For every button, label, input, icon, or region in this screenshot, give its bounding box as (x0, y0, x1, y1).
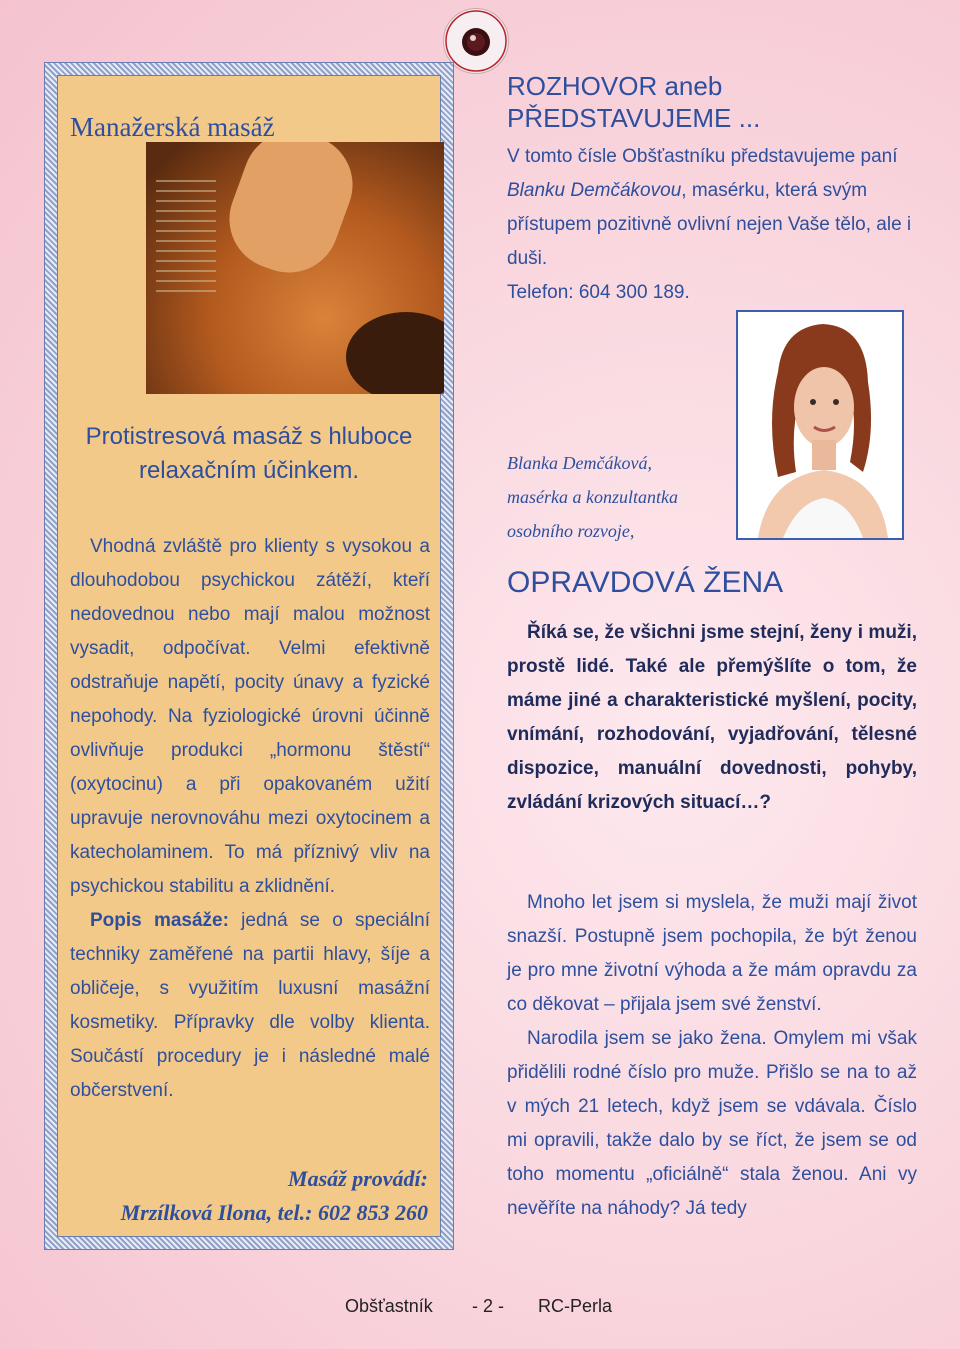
footer-org: RC-Perla (538, 1296, 613, 1316)
massage-info-box (44, 62, 454, 1250)
massage-subtitle: Protistresová masáž s hluboce relaxačním účinkem. (85, 423, 413, 484)
article-heading: OPRAVDOVÁ ŽENA (507, 566, 784, 599)
phone: Telefon: 604 300 189. (507, 282, 690, 303)
page-number: - 2 - (472, 1296, 505, 1316)
massage-paragraph: Vhodná zvláště pro klienty s vysokou a dlouhodobou psychickou zátěží, kteří nedovednou nebo mají malou možnost vysadit, odpočívat. Velmi efektivně odstraňuje napětí, pocity únavy a fyzické nepohody. Na fyziologické úrovni účinně ovlivňuje produkci „hormonu štěstí“ (oxytocinu) a při opakovaném užití upravuje nerovnováhu mezi oxytocinem a katecholaminem. To má příznivý vliv na psychickou stabilitu a zklidnění. (70, 536, 430, 897)
massage-info-panel (57, 75, 441, 1237)
masaz-contact: Mrzílková Ilona, tel.: 602 853 260 (120, 1200, 428, 1225)
article-lead: Říká se, že všichni jsme stejní, ženy i muži, prostě lidé. Také ale přemýšlíte o tom, že máme jiné a charakteristické myšlení, pocity, vnímání, rozhodování, vyjadřování, tělesné dispozice, manuální dovednosti, pohyby, zvládání krizových situací…? (507, 622, 917, 813)
story-paragraph-2: Narodila jsem se jako žena. Omylem mi však přidělili rodné číslo pro muže. Přišlo se na to až v mých 21 letech, když jsem se vdávala. Číslo mi opravili, takže dalo by se říct, že jsem se od toho momentu „oficiálně“ stala ženou. Ani vy nevěříte na náhody? Já tedy (507, 1028, 917, 1219)
masaz-provadi-label: Masáž provádí: (288, 1166, 428, 1191)
massage-photo (146, 142, 444, 394)
intro-name: Blanku Demčákovou (507, 180, 682, 201)
portrait-photo (736, 310, 904, 540)
interview-heading: ROZHOVOR aneb PŘEDSTAVUJEME ... (507, 71, 761, 133)
massage-title: Manažerská masáž (70, 112, 275, 142)
interview-intro: V tomto čísle Obšťastníku představujeme paní Blanku Demčákovou, masérku, která svým přístupem pozitivně ovlivní nejen Vaše tělo, ale i duši. Telefon: 604 300 189. (507, 140, 917, 310)
story-paragraph-1: Mnoho let jsem si myslela, že muži mají život snazší. Postupně jsem pochopila, že být ženou je pro mne životní výhoda a že mám opravdu za co děkovat – přijala jsem své ženství. (507, 892, 917, 1015)
article-body (507, 886, 917, 1226)
massage-description (70, 530, 430, 1108)
portrait-caption: Blanka Demčáková, masérka a konzultantka osobního rozvoje, (507, 453, 678, 541)
footer-publication: Obšťastník (345, 1296, 433, 1316)
massage-popis: Popis masáže: jedná se o speciální techniky zaměřené na partii hlavy, šíje a obličeje, s využitím luxusní masážní kosmetiky. Přípravky dle volby klienta. Součástí procedury je i následné malé občerstvení. (70, 910, 430, 1101)
